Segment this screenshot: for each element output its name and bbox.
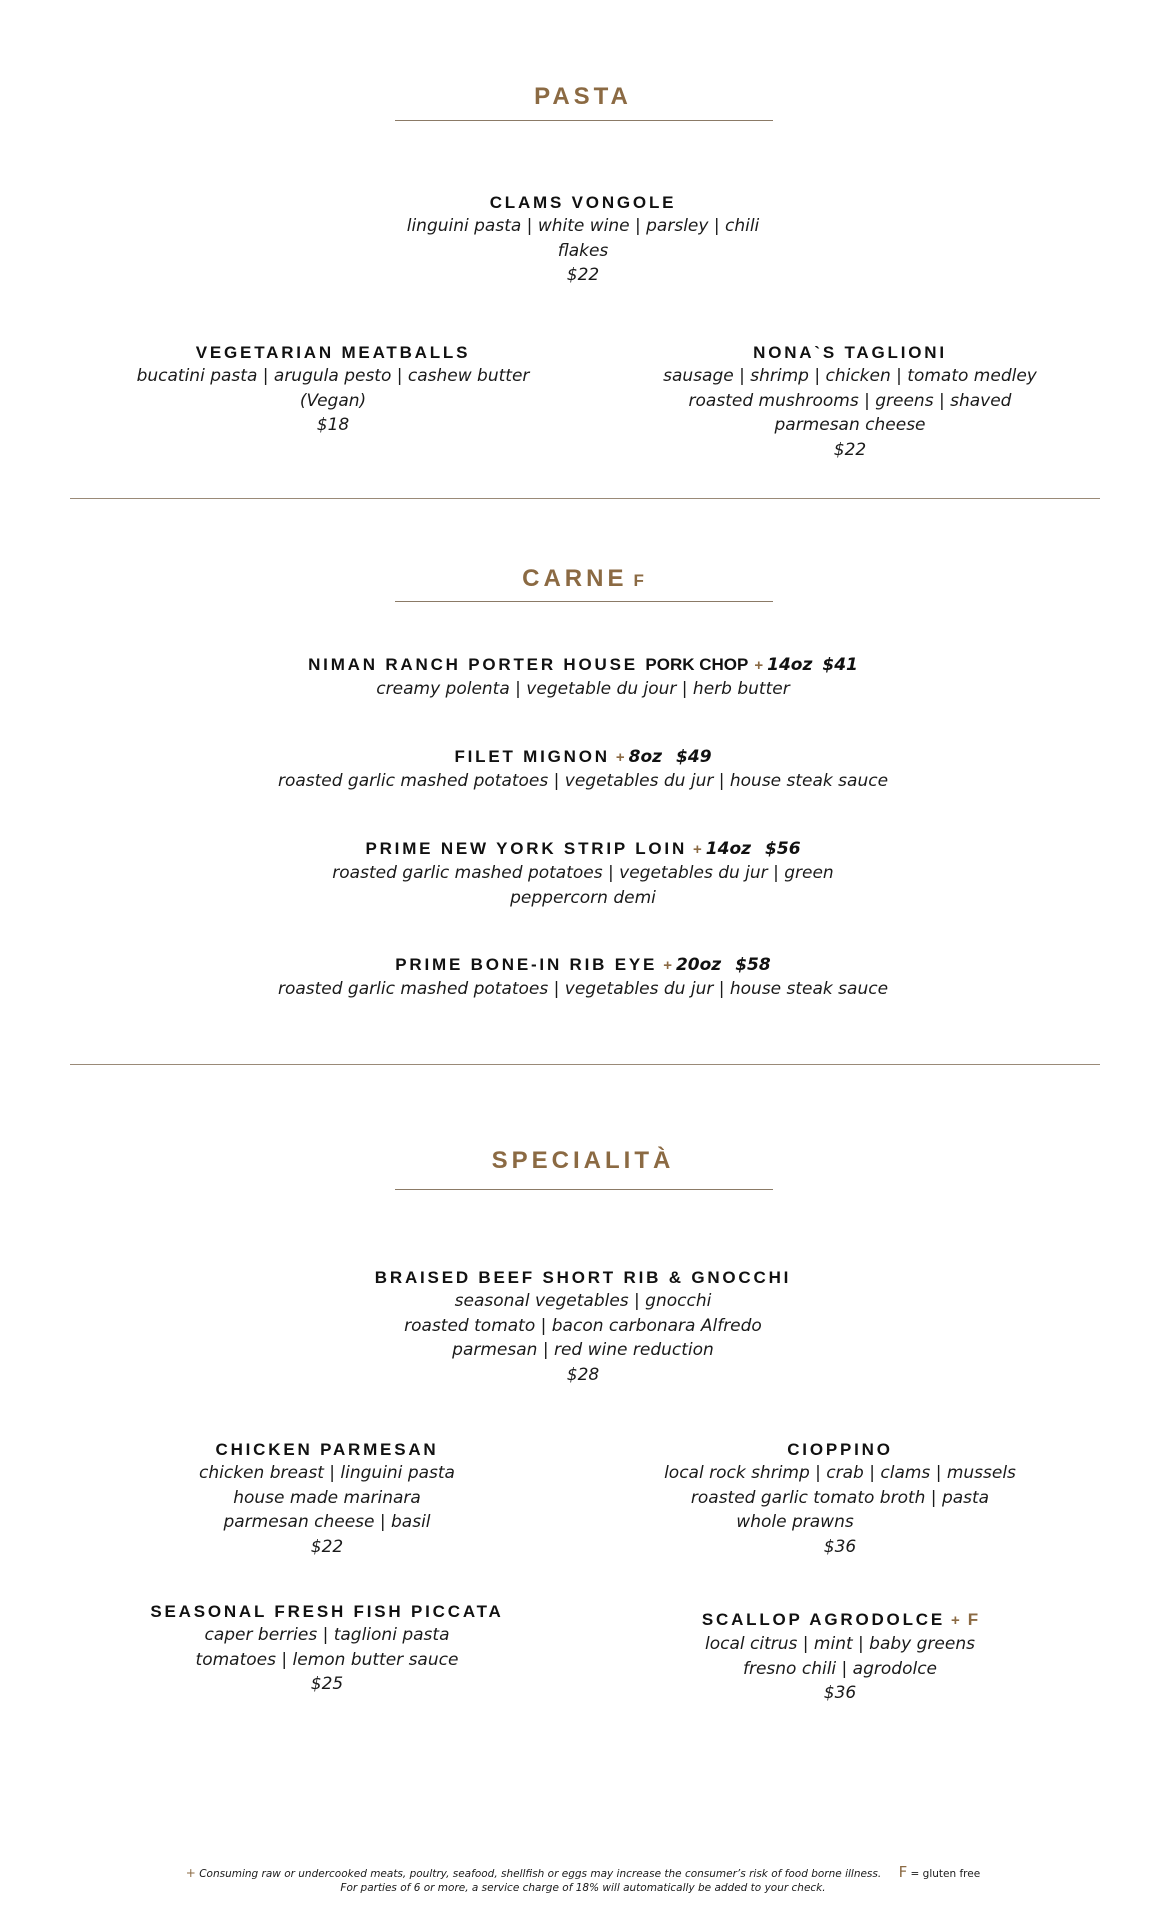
item-price: $22 — [566, 265, 600, 285]
gluten-free-mark: F — [898, 1863, 908, 1881]
item-desc-line: flakes — [557, 240, 609, 261]
item-name: SCALLOP AGRODOLCE — [701, 1610, 945, 1629]
item-name: NONA`S TAGLIONI — [753, 343, 947, 362]
item-name: PRIME NEW YORK STRIP LOIN — [365, 839, 688, 858]
section-title-specialita-label: SPECIALITÀ — [491, 1147, 675, 1174]
item-desc-line: local citrus | mint | baby greens — [705, 1634, 975, 1654]
gluten-free-mark: F — [967, 1610, 979, 1629]
item-desc-line: roasted garlic mashed potatoes | vegetables du jur | green — [332, 863, 834, 883]
item-price: $41 — [822, 655, 858, 675]
menu-item-short-rib-gnocchi — [283, 1267, 883, 1387]
item-price: $49 — [676, 747, 712, 767]
item-price: $18 — [316, 415, 350, 435]
item-price: $56 — [765, 839, 801, 859]
item-name: CHICKEN PARMESAN — [215, 1440, 439, 1459]
footer-service-charge — [0, 1882, 1166, 1894]
item-price: $25 — [310, 1674, 344, 1694]
item-desc-line: seasonal vegetables | gnocchi — [454, 1291, 712, 1311]
item-desc-line: whole prawns — [736, 1512, 854, 1532]
item-desc-line: parmesan cheese — [774, 415, 926, 435]
item-price: $22 — [310, 1536, 344, 1557]
item-desc-line: (Vegan) — [299, 390, 367, 411]
item-size: 8oz — [628, 747, 663, 767]
item-desc-line: roasted tomato | bacon carbonara Alfredo — [404, 1315, 762, 1336]
item-price: $28 — [566, 1364, 600, 1385]
item-desc-line: local rock shrimp | crab | clams | mussels — [664, 1463, 1016, 1483]
raw-warning-mark: + — [754, 657, 764, 674]
menu-item-chicken-parmesan — [127, 1439, 527, 1559]
item-size: 14oz — [767, 655, 813, 675]
section-rule-pasta — [395, 120, 773, 121]
item-desc-line: parmesan | red wine reduction — [452, 1340, 714, 1360]
item-desc-line: tomatoes | lemon butter sauce — [195, 1649, 459, 1670]
item-name: SEASONAL FRESH FISH PICCATA — [150, 1602, 504, 1621]
item-name-line — [183, 654, 983, 677]
item-size: 14oz — [705, 839, 752, 859]
menu-item-cioppino — [640, 1439, 1040, 1559]
item-name: PRIME BONE-IN RIB EYE — [395, 955, 658, 974]
item-name-line — [640, 1609, 1040, 1632]
menu-item-nonas-taglioni — [620, 342, 1080, 462]
raw-warning-mark: + — [615, 749, 625, 766]
menu-item-scallop-agrodolce — [640, 1609, 1040, 1706]
section-title-carne-label: CARNE — [522, 565, 628, 592]
item-name: CIOPPINO — [787, 1440, 893, 1459]
item-desc-line: roasted mushrooms | greens | shaved — [688, 390, 1012, 411]
item-name: BRAISED BEEF SHORT RIB & GNOCCHI — [374, 1268, 792, 1287]
item-name-line — [183, 746, 983, 769]
item-size: 20oz — [675, 955, 722, 975]
item-desc-line: caper berries | taglioni pasta — [204, 1625, 450, 1645]
item-desc-line: fresno chili | agrodolce — [742, 1658, 937, 1679]
item-desc-line: sausage | shrimp | chicken | tomato medley — [663, 366, 1037, 386]
item-price: $36 — [823, 1536, 857, 1557]
divider-pasta-carne — [70, 498, 1100, 499]
item-desc-line: roasted garlic tomato broth | pasta — [690, 1487, 990, 1508]
item-desc-line: peppercorn demi — [510, 887, 656, 908]
raw-warning-mark: + — [693, 841, 702, 858]
menu-item-ny-strip-loin — [183, 838, 983, 910]
service-charge-text: For parties of 6 or more, a service charge of 18% will automatically be added to your check. — [340, 1882, 826, 1894]
menu-item-vegetarian-meatballs — [100, 342, 566, 438]
section-title-specialita — [0, 1147, 1166, 1175]
item-desc-line: bucatini pasta | arugula pesto | cashew butter — [136, 366, 530, 386]
item-price: $58 — [735, 955, 771, 975]
section-rule-carne — [395, 601, 773, 602]
section-rule-specialita — [395, 1189, 773, 1190]
section-title-carne — [0, 565, 1166, 593]
item-desc-line: chicken breast | linguini pasta — [199, 1463, 455, 1483]
item-name: CLAMS VONGOLE — [489, 193, 677, 212]
raw-warning-text: Consuming raw or undercooked meats, poultry, seafood, shellfish or eggs may increase the consumer’s risk of food borne illness. — [199, 1868, 882, 1880]
raw-warning-mark: + — [185, 1866, 196, 1880]
item-price: $22 — [833, 439, 867, 460]
menu-item-rib-eye — [183, 954, 983, 1002]
gluten-free-mark: F — [633, 571, 644, 590]
divider-carne-specialita — [70, 1064, 1100, 1065]
item-name: FILET MIGNON — [454, 747, 610, 766]
item-name-line — [183, 838, 983, 861]
footer-raw-warning — [0, 1863, 1166, 1881]
menu-item-filet-mignon — [183, 746, 983, 794]
raw-warning-mark: + — [950, 1612, 960, 1629]
section-title-pasta — [0, 83, 1166, 111]
item-name: VEGETARIAN MEATBALLS — [195, 343, 471, 362]
item-desc-line: creamy polenta | vegetable du jour | herb butter — [376, 679, 790, 699]
raw-warning-mark: + — [663, 957, 672, 974]
item-desc-line: house made marinara — [233, 1487, 421, 1508]
section-title-pasta-label: PASTA — [534, 83, 632, 110]
menu-item-fish-piccata — [127, 1601, 527, 1697]
gluten-free-note: = gluten free — [910, 1868, 981, 1880]
item-desc-line: roasted garlic mashed potatoes | vegetables du jur | house steak sauce — [277, 979, 889, 999]
item-desc-line: linguini pasta | white wine | parsley | chili — [406, 216, 760, 236]
item-name-suffix: PORK CHOP — [645, 655, 749, 674]
item-desc-line: parmesan cheese | basil — [223, 1512, 431, 1532]
item-name: NIMAN RANCH PORTER HOUSE — [308, 655, 638, 674]
item-price: $36 — [823, 1683, 857, 1703]
item-desc-line: roasted garlic mashed potatoes | vegetables du jur | house steak sauce — [277, 771, 889, 791]
menu-item-clams-vongole — [333, 192, 833, 288]
item-name-line — [183, 954, 983, 977]
menu-item-porter-house — [183, 654, 983, 702]
